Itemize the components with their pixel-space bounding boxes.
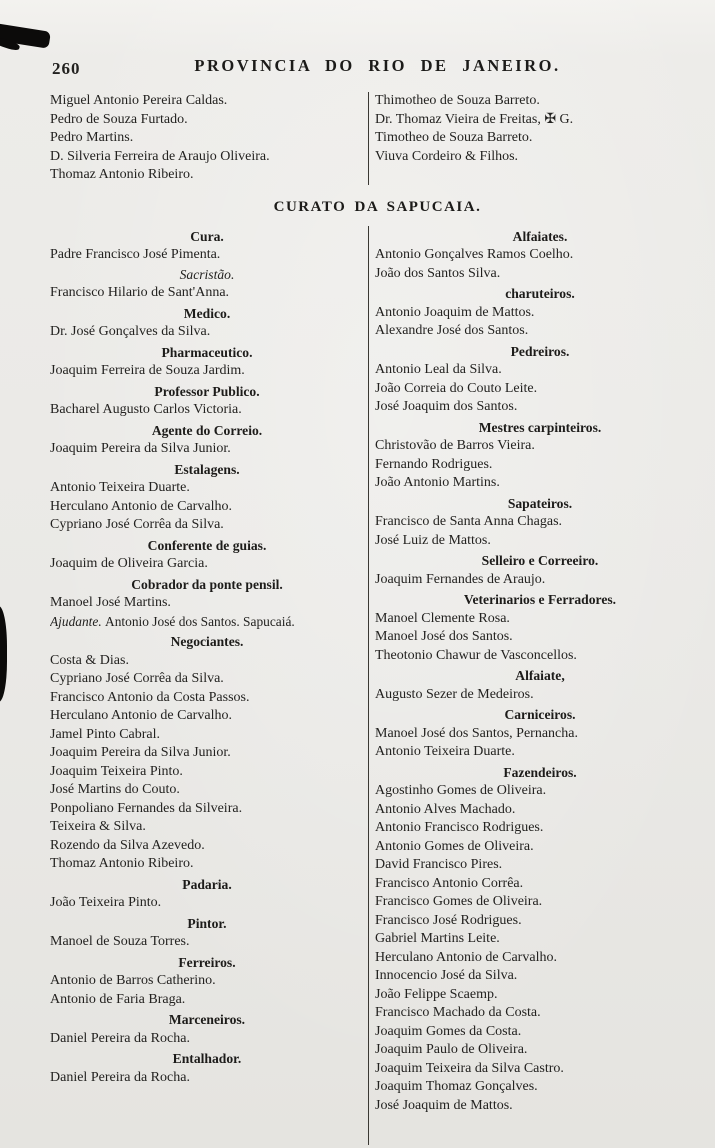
directory-entry: Antonio Alves Machado. bbox=[375, 801, 516, 817]
directory-entry: Gabriel Martins Leite. bbox=[375, 931, 500, 947]
section-title: CURATO DA SAPUCAIA. bbox=[273, 198, 482, 215]
occupation-heading: Cura. bbox=[190, 228, 224, 244]
directory-entry: João Teixeira Pinto. bbox=[50, 895, 162, 911]
occupation-heading: Agente do Correio. bbox=[151, 422, 263, 438]
directory-entry: Francisco Antonio Corrêa. bbox=[375, 875, 524, 891]
occupation-heading: Alfaiate, bbox=[515, 668, 565, 684]
occupation-heading: Medico. bbox=[183, 305, 231, 321]
occupation-heading: Ferreiros. bbox=[178, 954, 236, 970]
directory-entry: Fernando Rodrigues. bbox=[375, 456, 493, 472]
directory-entry: Bacharel Augusto Carlos Victoria. bbox=[50, 402, 242, 418]
directory-entry: Augusto Sezer de Medeiros. bbox=[375, 686, 534, 702]
top-right-column bbox=[368, 92, 705, 185]
occupation-heading: Entalhador. bbox=[172, 1051, 242, 1067]
occupation-heading: Pharmaceutico. bbox=[161, 344, 253, 360]
directory-entry: Pedro Martins. bbox=[50, 130, 134, 146]
directory-entry: Teixeira & Silva. bbox=[50, 819, 146, 835]
directory-entry: Daniel Pereira da Rocha. bbox=[50, 1030, 190, 1046]
directory-entry: Miguel Antonio Pereira Caldas. bbox=[50, 93, 228, 108]
directory-entry: Joaquim Teixeira Pinto. bbox=[50, 763, 183, 779]
directory-entry: Herculano Antonio de Carvalho. bbox=[50, 708, 232, 724]
occupation-heading: Pintor. bbox=[187, 915, 227, 931]
occupation-heading: Mestres carpinteiros. bbox=[478, 419, 602, 435]
directory-entry: João dos Santos Silva. bbox=[375, 265, 501, 281]
occupation-heading: Cobrador da ponte pensil. bbox=[131, 576, 283, 592]
directory-entry: Viuva Cordeiro & Filhos. bbox=[375, 148, 519, 164]
directory-entry: João Felippe Scaemp. bbox=[375, 986, 498, 1002]
directory-entry: Thomaz Antonio Ribeiro. bbox=[50, 856, 194, 872]
directory-entry: Christovão de Barros Vieira. bbox=[375, 438, 535, 454]
directory-entry: Antonio Teixeira Duarte. bbox=[50, 480, 190, 496]
directory-entry: D. Silveria Ferreira de Araujo Oliveira. bbox=[50, 148, 270, 164]
occupation-heading: Fazendeiros. bbox=[503, 764, 577, 780]
occupation-heading: Veterinarios e Ferradores. bbox=[463, 592, 617, 608]
directory-entry: João Antonio Martins. bbox=[375, 475, 500, 491]
directory-entry: Antonio Gomes de Oliveira. bbox=[375, 838, 534, 854]
directory-entry: José Luiz de Mattos. bbox=[375, 532, 491, 548]
directory-entry: Antonio Teixeira Duarte. bbox=[375, 744, 515, 760]
directory-entry: David Francisco Pires. bbox=[375, 857, 503, 873]
directory-entry: Antonio de Barros Catherino. bbox=[50, 973, 216, 989]
occupation-heading: Carniceiros. bbox=[504, 707, 576, 723]
directory-entry: Joaquim Pereira da Silva Junior. bbox=[50, 745, 231, 761]
directory-entry: Joaquim Thomaz Gonçalves. bbox=[375, 1079, 538, 1095]
occupation-heading: Selleiro e Correeiro. bbox=[481, 553, 599, 569]
directory-entry: Antonio de Faria Braga. bbox=[50, 991, 186, 1007]
directory-entry: Agostinho Gomes de Oliveira. bbox=[375, 783, 547, 799]
directory-entry: Thomaz Antonio Ribeiro. bbox=[50, 167, 194, 183]
occupation-heading: Padaria. bbox=[182, 876, 232, 892]
directory-entry: José Joaquim de Mattos. bbox=[375, 1097, 513, 1113]
occupation-heading: Negociantes. bbox=[170, 634, 244, 650]
top-names-section bbox=[50, 92, 705, 185]
directory-entry: Herculano Antonio de Carvalho. bbox=[50, 498, 232, 514]
occupation-heading: Estalagens. bbox=[174, 461, 240, 477]
directory-entry: Antonio Francisco Rodrigues. bbox=[375, 820, 544, 836]
directory-right-column bbox=[368, 226, 705, 1145]
directory-entry: Francisco Machado da Costa. bbox=[375, 1005, 541, 1021]
directory-entry: Francisco Hilario de Sant'Anna. bbox=[50, 285, 230, 301]
running-title: PROVINCIA DO RIO DE JANEIRO. bbox=[194, 56, 561, 75]
occupation-heading: Pedreiros. bbox=[510, 343, 570, 359]
top-left-column bbox=[50, 92, 368, 185]
directory-entry: Costa & Dias. bbox=[50, 652, 129, 668]
directory-entry: Dr. José Gonçalves da Silva. bbox=[50, 324, 211, 340]
directory-entry: Ajudante. Antonio José dos Santos. Sapucaiá. bbox=[50, 613, 295, 629]
directory-entry: Joaquim Paulo de Oliveira. bbox=[375, 1042, 528, 1058]
directory-entry: Pedro de Souza Furtado. bbox=[50, 111, 188, 127]
directory-entry: Alexandre José dos Santos. bbox=[375, 323, 529, 339]
directory-entry: Joaquim Gomes da Costa. bbox=[375, 1023, 522, 1039]
directory-entry: Dr. Thomaz Vieira de Freitas, ✠ G. bbox=[375, 111, 574, 127]
directory-entry: Joaquim Ferreira de Souza Jardim. bbox=[50, 363, 245, 379]
directory-entry: Joaquim de Oliveira Garcia. bbox=[50, 556, 208, 572]
directory-entry: Thimotheo de Souza Barreto. bbox=[375, 93, 540, 108]
directory-entry: Padre Francisco José Pimenta. bbox=[50, 247, 221, 263]
page-number: 260 bbox=[52, 59, 81, 78]
directory-entry: Francisco de Santa Anna Chagas. bbox=[375, 514, 563, 530]
directory-left-column bbox=[50, 226, 368, 1145]
occupation-heading: Sacristão. bbox=[179, 266, 235, 282]
directory-entry: Cypriano José Corrêa da Silva. bbox=[50, 671, 224, 687]
directory-entry: Francisco José Rodrigues. bbox=[375, 912, 522, 928]
directory-entry: Timotheo de Souza Barreto. bbox=[375, 130, 533, 146]
directory-entry: Francisco Antonio da Costa Passos. bbox=[50, 689, 250, 705]
directory-entry: Joaquim Teixeira da Silva Castro. bbox=[375, 1060, 564, 1076]
scan-artifact-edge-smudge bbox=[0, 606, 7, 702]
occupation-heading: Marceneiros. bbox=[168, 1012, 246, 1028]
directory-entry: Manoel Clemente Rosa. bbox=[375, 610, 510, 626]
directory-entry: João Correia do Couto Leite. bbox=[375, 380, 538, 396]
page-header bbox=[50, 56, 705, 86]
directory-entry: Manoel José dos Santos. bbox=[375, 629, 513, 645]
directory-entry: Herculano Antonio de Carvalho. bbox=[375, 949, 557, 965]
directory-entry: Manoel José dos Santos, Pernancha. bbox=[375, 725, 578, 741]
directory-entry: Jamel Pinto Cabral. bbox=[50, 726, 161, 742]
directory-entry: Manoel José Martins. bbox=[50, 595, 171, 611]
directory-entry: José Martins do Couto. bbox=[50, 782, 180, 798]
directory-entry: Cypriano José Corrêa da Silva. bbox=[50, 517, 224, 533]
directory-entry: Theotonio Chawur de Vasconcellos. bbox=[375, 647, 577, 663]
directory-entry: Daniel Pereira da Rocha. bbox=[50, 1069, 190, 1085]
directory-entry: Francisco Gomes de Oliveira. bbox=[375, 894, 543, 910]
directory-entry: Antonio Gonçalves Ramos Coelho. bbox=[375, 247, 574, 263]
directory-entry: Ponpoliano Fernandes da Silveira. bbox=[50, 800, 243, 816]
occupation-heading: Alfaiates. bbox=[512, 228, 568, 244]
directory-entry: Antonio Leal da Silva. bbox=[375, 362, 502, 378]
directory-entry: Rozendo da Silva Azevedo. bbox=[50, 837, 205, 853]
occupation-heading: Sapateiros. bbox=[507, 495, 573, 511]
directory-entry: Antonio Joaquim de Mattos. bbox=[375, 304, 535, 320]
occupation-heading: Professor Publico. bbox=[154, 383, 260, 399]
directory-entry: Joaquim Pereira da Silva Junior. bbox=[50, 441, 231, 457]
directory-entry: José Joaquim dos Santos. bbox=[375, 399, 518, 415]
occupation-heading: Conferente de guias. bbox=[147, 537, 267, 553]
directory-section bbox=[50, 226, 705, 1145]
occupation-heading: charuteiros. bbox=[505, 286, 575, 302]
directory-entry: Manoel de Souza Torres. bbox=[50, 934, 190, 950]
directory-entry: Innocencio José da Silva. bbox=[375, 968, 518, 984]
directory-entry: Joaquim Fernandes de Araujo. bbox=[375, 571, 546, 587]
